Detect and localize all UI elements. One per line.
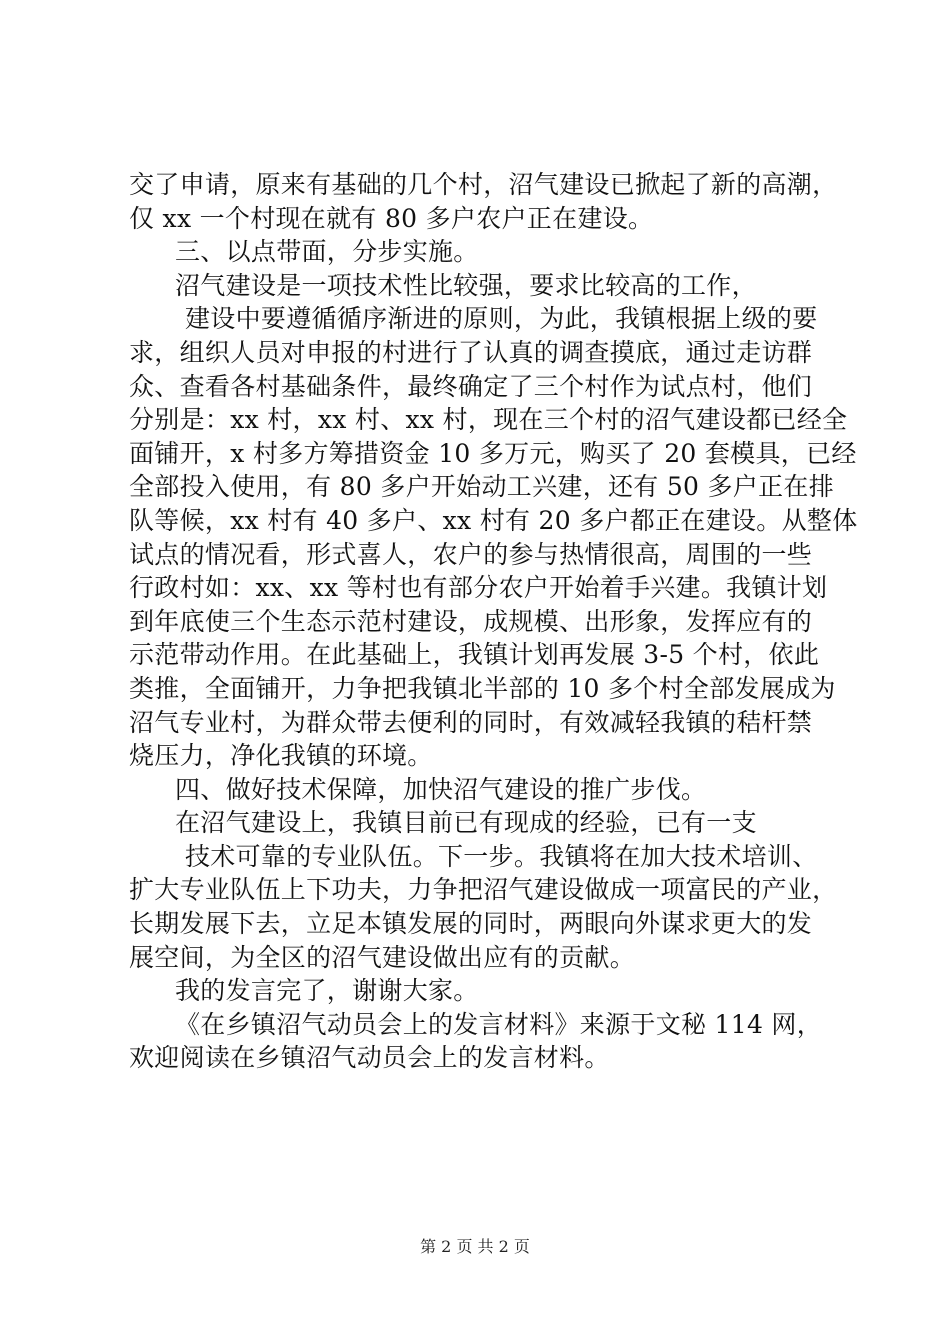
text-line: 《在乡镇沼气动员会上的发言材料》来源于文秘 114 网，	[175, 1009, 823, 1039]
text-line: 分别是：xx 村，xx 村、xx 村，现在三个村的沼气建设都已经全	[129, 405, 848, 435]
text-line: 技术可靠的专业队伍。下一步。我镇将在加大技术培训、	[185, 841, 818, 871]
text-line: 交了申请，原来有基础的几个村，沼气建设已掀起了新的高潮，	[129, 170, 838, 199]
text-line: 队等候，xx 村有 40 多户、xx 村有 20 多户都正在建设。从整体	[129, 505, 858, 535]
text-line: 到年底使三个生态示范村建设，成规模、出形象，发挥应有的	[129, 606, 813, 636]
text-line: 四、做好技术保障，加快沼气建设的推广步伐。	[175, 774, 707, 804]
text-line: 试点的情况看，形式喜人，农户的参与热情很高，周围的一些	[129, 539, 813, 569]
text-line: 沼气专业村，为群众带去便利的同时，有效减轻我镇的秸杆禁	[129, 707, 813, 737]
text-line: 求，组织人员对申报的村进行了认真的调查摸底，通过走访群	[129, 337, 813, 367]
text-line: 行政村如：xx、xx 等村也有部分农户开始着手兴建。我镇计划	[129, 573, 828, 603]
text-line: 类推，全面铺开，力争把我镇北半部的 10 多个村全部发展成为	[129, 673, 836, 703]
text-line: 建设中要遵循循序渐进的原则，为此，我镇根据上级的要	[185, 304, 818, 334]
text-line: 沼气建设是一项技术性比较强，要求比较高的工作，	[175, 270, 757, 300]
text-line: 我的发言完了，谢谢大家。	[175, 976, 479, 1006]
text-line: 扩大专业队伍上下功夫，力争把沼气建设做成一项富民的产业，	[129, 875, 838, 905]
text-line: 三、以点带面，分步实施。	[175, 237, 479, 267]
text-line: 展空间，为全区的沼气建设做出应有的贡献。	[129, 942, 636, 972]
text-line: 在沼气建设上，我镇目前已有现成的经验，已有一支	[175, 808, 757, 838]
text-line: 全部投入使用，有 80 多户开始动工兴建，还有 50 多户正在排	[129, 472, 835, 502]
text-line: 烧压力，净化我镇的环境。	[129, 741, 433, 771]
document-body	[129, 168, 858, 1075]
text-line: 示范带动作用。在此基础上，我镇计划再发展 3-5 个村，依此	[129, 640, 820, 670]
text-line: 长期发展下去，立足本镇发展的同时，两眼向外谋求更大的发	[129, 909, 813, 939]
page-footer: 第 2 页 共 2 页	[420, 1237, 530, 1256]
text-line: 众、查看各村基础条件，最终确定了三个村作为试点村，他们	[129, 371, 813, 401]
text-line: 仅 xx 一个村现在就有 80 多户农户正在建设。	[129, 203, 654, 233]
text-line: 面铺开，x 村多方筹措资金 10 多万元，购买了 20 套模具，已经	[129, 438, 857, 468]
text-line: 欢迎阅读在乡镇沼气动员会上的发言材料。	[129, 1043, 610, 1073]
